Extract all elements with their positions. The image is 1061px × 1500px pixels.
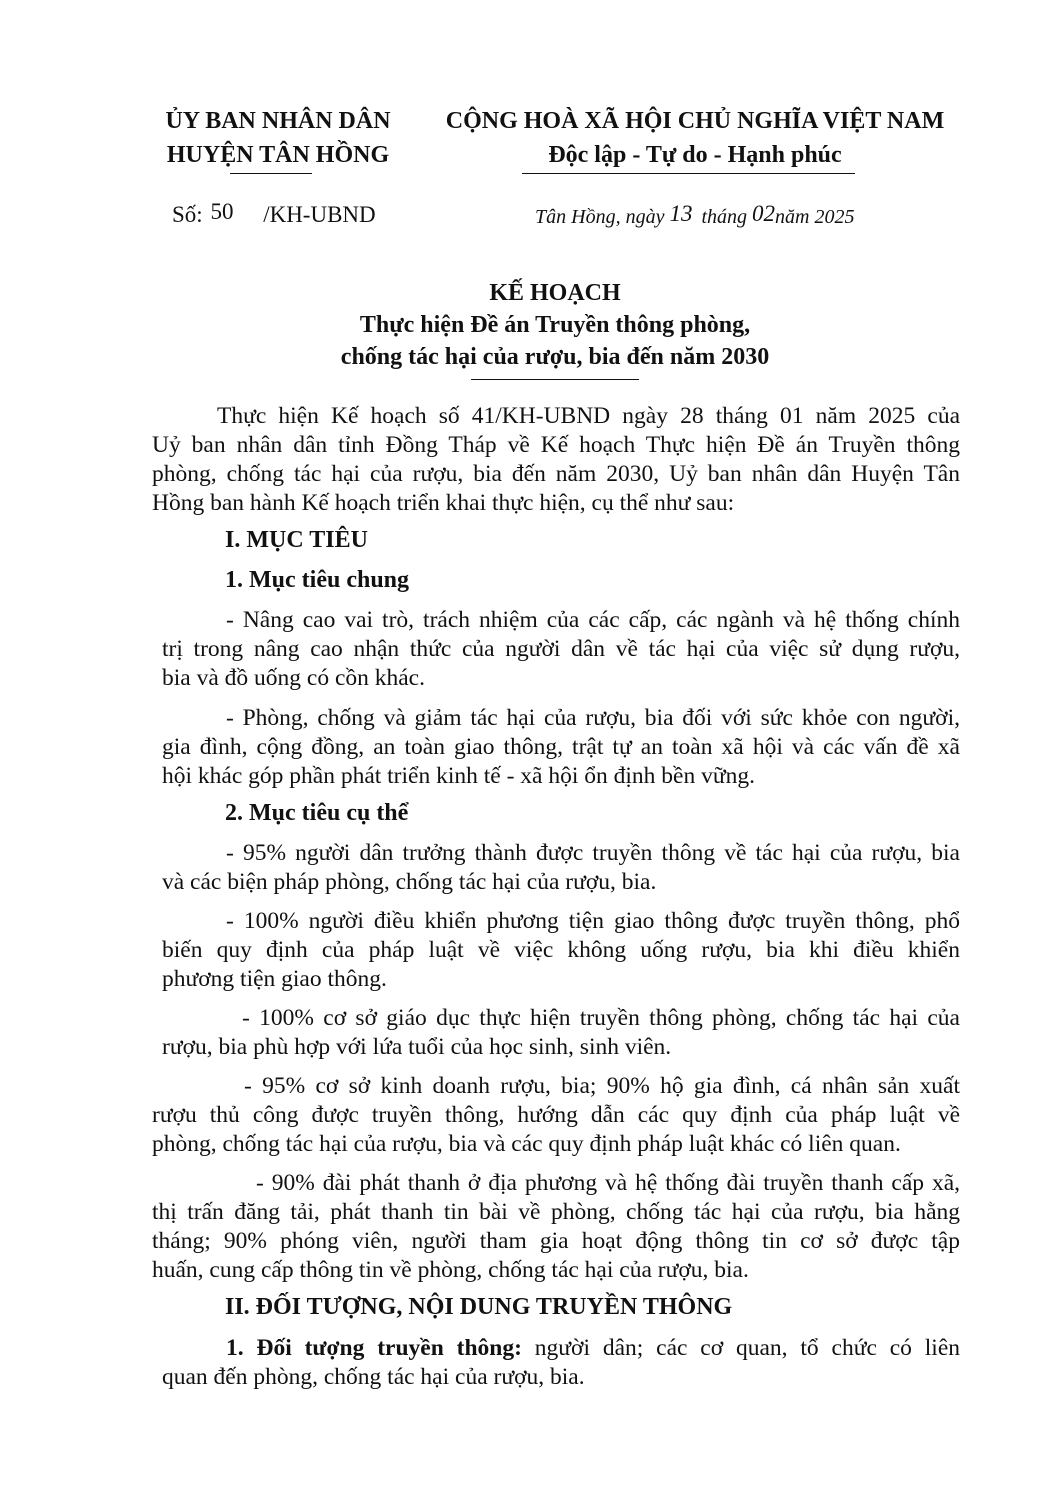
- doc-number-suffix: /KH-UBND: [263, 202, 376, 227]
- paragraph-line: huấn, cung cấp thông tin về phòng, chống tác hại của rượu, bia.: [152, 1257, 749, 1283]
- section-2-sub-1: [162, 1334, 960, 1392]
- sub2-paragraph-4: [152, 1072, 960, 1159]
- sub2-paragraph-5: [152, 1169, 960, 1285]
- date-day: 13: [669, 201, 693, 226]
- national-motto: [420, 104, 970, 172]
- paragraph-line: - 95% cơ sở kinh doanh rượu, bia; 90% hộ gia đình, cá nhân sản xuất: [244, 1073, 960, 1099]
- date-place: Tân Hồng, ngày: [535, 206, 665, 228]
- sub1-paragraph-2: [162, 704, 960, 791]
- section-1-sub-1: 1. Mục tiêu chung: [225, 567, 410, 593]
- motto-underline: [522, 173, 855, 174]
- sub2-paragraph-2: [162, 907, 960, 994]
- paragraph-line: trị trong nâng cao nhận thức của người dân về tác hại của việc sử dụng rượu,: [162, 636, 960, 662]
- date-month: 02: [752, 201, 776, 226]
- title-type: KẾ HOẠCH: [489, 280, 621, 306]
- document-title: [200, 277, 910, 373]
- section-2-heading: II. ĐỐI TƯỢNG, NỘI DUNG TRUYỀN THÔNG: [225, 1294, 733, 1320]
- agency-line-2: HUYỆN TÂN HỒNG: [166, 142, 390, 168]
- sub2-paragraph-3: [162, 1004, 960, 1062]
- paragraph-line: bia và đồ uống có cồn khác.: [162, 665, 425, 691]
- paragraph-line: biến quy định của pháp luật về việc không uống rượu, bia khi điều khiển: [162, 937, 960, 963]
- paragraph-line: rượu, bia phù hợp với lứa tuổi của học sinh, sinh viên.: [162, 1034, 672, 1060]
- paragraph-line: - 95% người dân trưởng thành được truyền thông về tác hại của rượu, bia: [226, 840, 960, 866]
- intro-line: Uỷ ban nhân dân tỉnh Đồng Tháp về Kế hoạch Thực hiện Đề án Truyền thông: [152, 432, 960, 458]
- intro-paragraph: [152, 402, 960, 518]
- document-date: [535, 203, 854, 229]
- paragraph-line: tháng; 90% phóng viên, người tham gia hoạt động thông tin cơ sở được tập: [152, 1228, 960, 1254]
- paragraph-line: phương tiện giao thông.: [162, 966, 387, 992]
- date-year: năm 2025: [775, 206, 855, 228]
- paragraph-line: phòng, chống tác hại của rượu, bia và các quy định pháp luật khác có liên quan.: [152, 1131, 901, 1157]
- paragraph-line: - 100% cơ sở giáo dục thực hiện truyền thông phòng, chống tác hại của: [242, 1005, 960, 1031]
- section-1-sub-2: 2. Mục tiêu cụ thể: [225, 800, 409, 826]
- section-2-sub-1-label: 1. Đối tượng truyền thông:: [226, 1335, 522, 1361]
- section-1-heading: I. MỤC TIÊU: [225, 527, 368, 553]
- paragraph-line: hội khác góp phần phát triển kinh tế - xã hội ổn định bền vững.: [162, 763, 755, 789]
- nation-line-1: CỘNG HOÀ XÃ HỘI CHỦ NGHĨA VIỆT NAM: [445, 108, 945, 134]
- intro-line: phòng, chống tác hại của rượu, bia đến năm 2030, Uỷ ban nhân dân Huyện Tân: [152, 461, 960, 487]
- title-underline: [471, 379, 639, 380]
- paragraph-line: rượu thủ công được truyền thông, hướng dẫn các quy định của pháp luật về: [152, 1102, 960, 1128]
- agency-underline: [230, 173, 312, 174]
- paragraph-line: [162, 1334, 960, 1363]
- agency-line-1: ỦY BAN NHÂN DÂN: [165, 108, 391, 134]
- paragraph-line: quan đến phòng, chống tác hại của rượu, bia.: [162, 1364, 585, 1390]
- paragraph-line: - Phòng, chống và giảm tác hại của rượu, bia đối với sức khỏe con người,: [226, 705, 960, 731]
- nation-line-2: Độc lập - Tự do - Hạnh phúc: [548, 142, 842, 168]
- paragraph-line: thị trấn đăng tải, phát thanh tin bài về phòng, chống tác hại của rượu, bia hằng: [152, 1199, 960, 1225]
- sub2-paragraph-1: [162, 839, 960, 897]
- paragraph-line: gia đình, cộng đồng, an toàn giao thông, trật tự an toàn xã hội và các vấn đề xã: [162, 734, 960, 760]
- date-month-label: tháng: [701, 206, 748, 228]
- paragraph-line: - 100% người điều khiển phương tiện giao thông được truyền thông, phổ: [226, 908, 960, 934]
- section-2-sub-1-text: người dân; các cơ quan, tổ chức có liên: [534, 1335, 961, 1361]
- document-number: [172, 199, 376, 228]
- doc-number-prefix: Số:: [172, 202, 203, 227]
- intro-line: Hồng ban hành Kế hoạch triển khai thực hiện, cụ thể như sau:: [152, 490, 735, 516]
- doc-number-value: 50: [210, 199, 234, 224]
- agency-name: [150, 104, 406, 172]
- intro-line: Thực hiện Kế hoạch số 41/KH-UBND ngày 28 tháng 01 năm 2025 của: [217, 403, 960, 429]
- paragraph-line: và các biện pháp phòng, chống tác hại của rượu, bia.: [162, 869, 657, 895]
- paragraph-line: - 90% đài phát thanh ở địa phương và hệ thống đài truyền thanh cấp xã,: [256, 1170, 960, 1196]
- title-line-2: chống tác hại của rượu, bia đến năm 2030: [340, 344, 770, 370]
- title-line-1: Thực hiện Đề án Truyền thông phòng,: [359, 312, 751, 338]
- sub1-paragraph-1: [162, 606, 960, 693]
- paragraph-line: - Nâng cao vai trò, trách nhiệm của các cấp, các ngành và hệ thống chính: [226, 607, 960, 633]
